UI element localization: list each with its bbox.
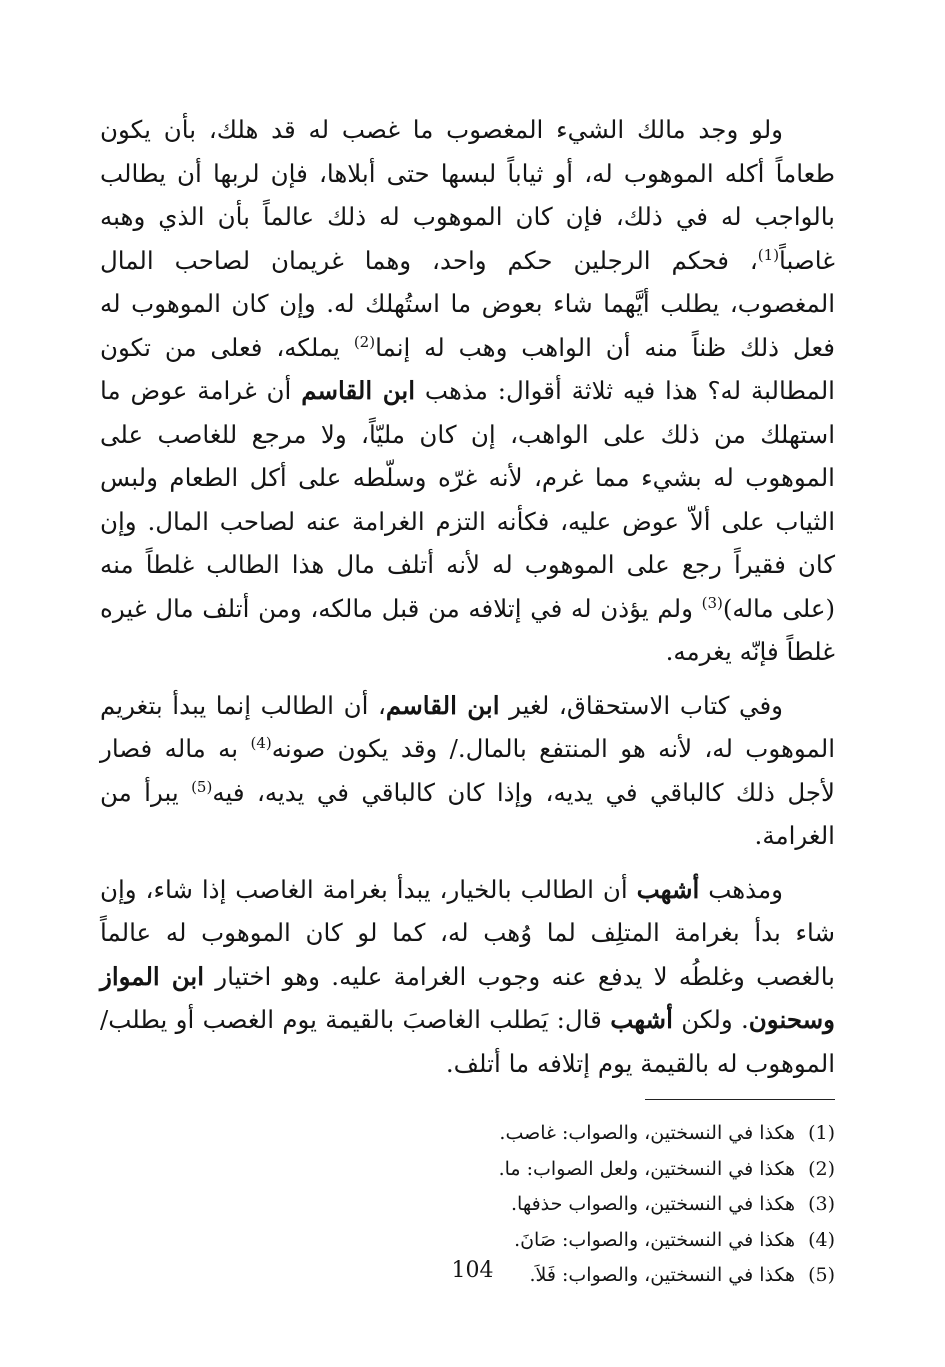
- text-run: أن الطالب بالخيار، يبدأ بغرامة الغاصب إذا شاء، وإن شاء بدأ بغرامة المتلِف لما وُهب له، كما لو كان الموهوب له عالماً بالغصب وغلطُه لا يدفع عنه وجوب الغرامة عليه. وهو اختيار: [100, 874, 835, 991]
- page-number: 104: [451, 1258, 494, 1283]
- text-run: ، فحكم الرجلين حكم واحد، وهما غريمان لصاحب المال المغصوب، يطلب أيَّهما شاء بعوض ما استُهلك له. وإن كان الموهوب له فعل ذلك ظناً منه أن الواهب وهب له إنما: [100, 245, 835, 362]
- footnote-divider: [645, 1099, 835, 1100]
- footnote-ref: (3): [701, 593, 723, 612]
- person-name: أشهب: [610, 1005, 673, 1034]
- text-run: قال: يَطلب الغاصبَ بالقيمة يوم الغصب أو يطلب/ الموهوب له بالقيمة يوم إتلافه ما أتلف.: [100, 1005, 835, 1078]
- footnote-text: هكذا في النسختين، ولعل الصواب: ما.: [498, 1157, 795, 1180]
- footnote-item: [100, 1187, 835, 1223]
- person-name: ابن القاسم: [385, 690, 500, 720]
- text-run: ومذهب: [699, 874, 783, 904]
- footnote-text: هكذا في النسختين، والصواب حذفها.: [510, 1193, 795, 1215]
- footnote-number: (2): [808, 1157, 835, 1180]
- footnote-number: (3): [808, 1193, 835, 1215]
- text-run: أن غرامة عوض ما استهلك من ذلك على الواهب، إن كان مليّاً، ولا مرجع للغاصب على الموهوب له بشيء مما غرم، لأنه غرّه وسلّطه على أكل الطعام ولبس الثياب على ألاّ عوض عليه، فكأنه التزم الغرامة عنه لصاحب المال. وإن كان فقيراً رجع على الموهوب له لأنه أتلف مال هذا الطالب غلطاً منه (على ماله): [100, 376, 836, 623]
- footnote-ref: (2): [353, 332, 376, 351]
- footnote-item: [100, 1223, 835, 1259]
- text-run: ولو وجد مالك الشيء المغصوب ما غصب له قد هلك، بأن يكون طعاماً أكله الموهوب له، أو ثياباً لبسها حتى أبلاها، فإن لربها أن يطالب بالواجب له في ذلك، فإن كان الموهوب له ذلك عالماً بأن الذي وهبه غاصباً: [100, 115, 835, 275]
- paragraph: [100, 868, 835, 1086]
- footnote-ref: (5): [191, 777, 213, 796]
- text-run: ، أن الطالب إنما يبدأ بتغريم الموهوب له، لأنه هو المنتفع بالمال./ وقد يكون صونه: [100, 690, 835, 763]
- text-run: . ولكن: [672, 1005, 749, 1034]
- footnote-text: هكذا في النسختين، والصواب: غاصب.: [499, 1122, 795, 1144]
- text-run: يملكه، فعلى من تكون المطالبة له؟ هذا فيه ثلاثة أقوال: مذهب: [100, 332, 835, 405]
- person-name: ابن القاسم: [301, 376, 416, 405]
- main-text: [100, 108, 835, 1085]
- footnote-number: (1): [808, 1122, 835, 1144]
- text-run: ولم يؤذن له في إتلافه من قبل مالكه، ومن أتلف مال غيره غلطاً فإنّه يغرمه.: [100, 593, 835, 666]
- paragraph: [100, 684, 835, 858]
- footnote-item: [100, 1116, 835, 1152]
- person-name: أشهب: [636, 874, 700, 904]
- text-run: يبرأ من الغرامة.: [100, 777, 835, 850]
- footnote-text: هكذا في النسختين، والصواب: صَانَ.: [514, 1228, 795, 1251]
- footnote-ref: (1): [757, 245, 780, 264]
- footnote-ref: (4): [250, 733, 272, 752]
- footnote-text: هكذا في النسختين، والصواب: فَلاَ.: [529, 1264, 795, 1286]
- paragraph: [100, 108, 835, 674]
- text-run: وفي كتاب الاستحقاق، لغير: [499, 690, 783, 720]
- footnote-number: (5): [808, 1264, 835, 1286]
- footnote-number: (4): [808, 1228, 835, 1251]
- text-run: به ماله فصار لأجل ذلك كالباقي في يديه، وإذا كان كالباقي في يديه، فيه: [100, 734, 835, 807]
- person-name: ابن المواز وسحنون: [100, 961, 836, 1034]
- footnote-item: [100, 1152, 835, 1188]
- page-body: [100, 108, 835, 1294]
